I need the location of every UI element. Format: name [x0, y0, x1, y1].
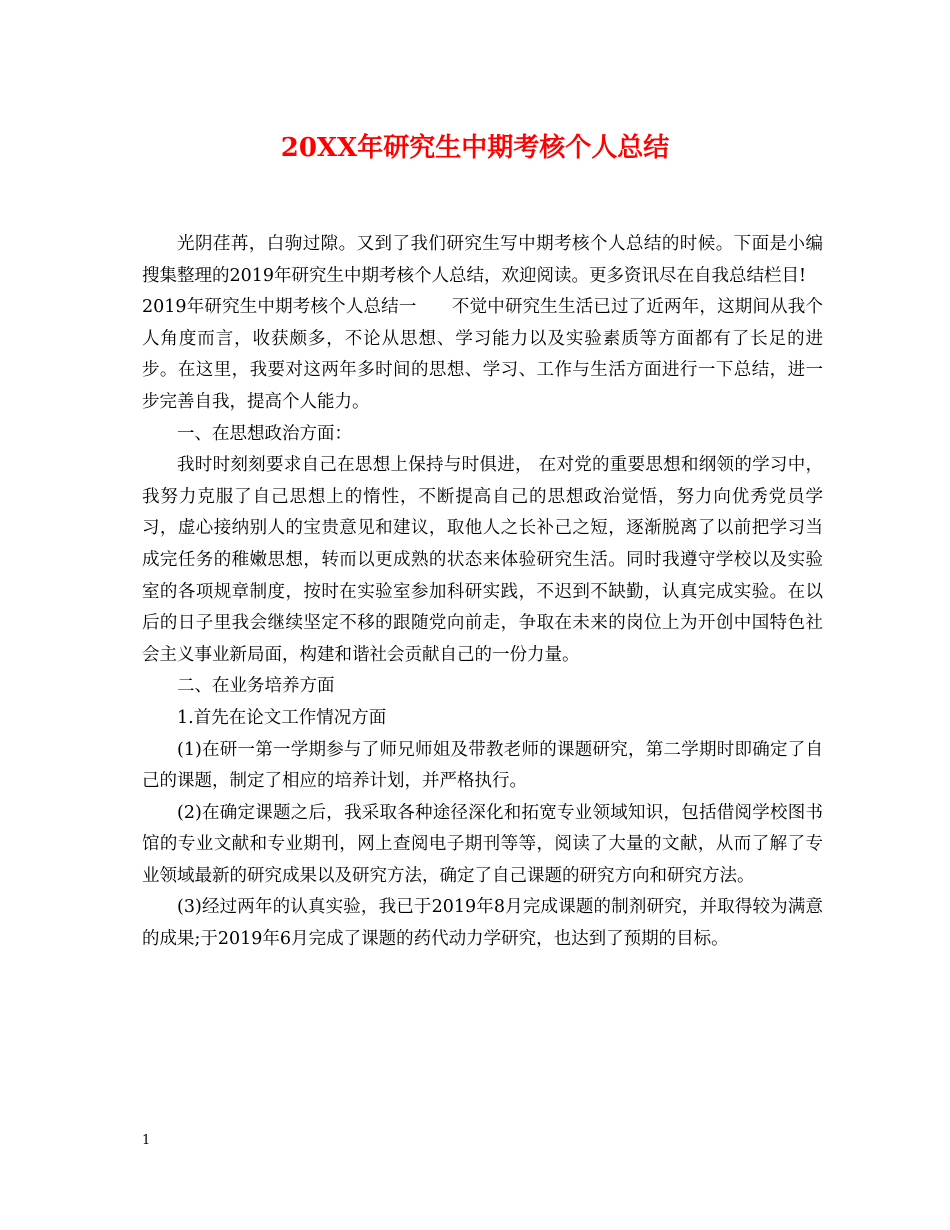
section-heading-ideology: 一、在思想政治方面： — [177, 423, 352, 444]
subsection-heading-thesis: 1.首先在论文工作情况方面 — [177, 707, 387, 728]
paragraph-intro: 光阴荏苒，白驹过隙。又到了我们研究生写中期考核个人总结的时候。下面是小编搜集整理的2019年研究生中期考核个人总结，欢迎阅读。更多资讯尽在自我总结栏目! — [142, 234, 823, 286]
page-number: 1 — [142, 1133, 151, 1148]
paragraph-ideology: 我时时刻刻要求自己在思想上保持与时俱进， 在对党的重要思想和纲领的学习中，我努力克服了自己思想上的惰性，不断提高自己的思想政治觉悟，努力向优秀党员学习，虚心接纳别人的宝贵意见和建议，取他人之长补己之短，逐渐脱离了以前把学习当成完任务的稚嫩思想，转而以更成熟的状态来体验研究生活。同时我遵守学校以及实验室的各项规章制度，按时在实验室参加科研实践，不迟到不缺勤，认真完成实验。在以后的日子里我会继续坚定不移的跟随党向前走，争取在未来的岗位上为开创中国特色社会主义事业新局面，构建和谐社会贡献自己的一份力量。 — [142, 455, 823, 665]
paragraph-summary-one: 2019年研究生中期考核个人总结一 不觉中研究生生活已过了近两年，这期间从我个人角度而言，收获颇多，不论从思想、学习能力以及实验素质等方面都有了长足的进步。在这里，我要对这两年多时间的思想、学习、工作与生活方面进行一下总结，进一步完善自我，提高个人能力。 — [142, 297, 823, 412]
paragraph-item-1: (1)在研一第一学期参与了师兄师姐及带教老师的课题研究，第二学期时即确定了自己的课题，制定了相应的培养计划，并严格执行。 — [142, 739, 823, 792]
paragraph-item-3: (3)经过两年的认真实验，我已于2019年8月完成课题的制剂研究，并取得较为满意的成果;于2019年6月完成了课题的药代动力学研究，也达到了预期的目标。 — [142, 897, 823, 950]
section-heading-professional: 二、在业务培养方面 — [177, 676, 335, 697]
document-body — [142, 229, 823, 956]
document-title: 20XX年研究生中期考核个人总结 — [280, 133, 670, 163]
paragraph-item-2: (2)在确定课题之后，我采取各种途径深化和拓宽专业领域知识，包括借阅学校图书馆的专业文献和专业期刊，网上查阅电子期刊等等，阅读了大量的文献，从而了解了专业领域最新的研究成果以及研究方法，确定了自己课题的研究方向和研究方法。 — [142, 802, 823, 886]
